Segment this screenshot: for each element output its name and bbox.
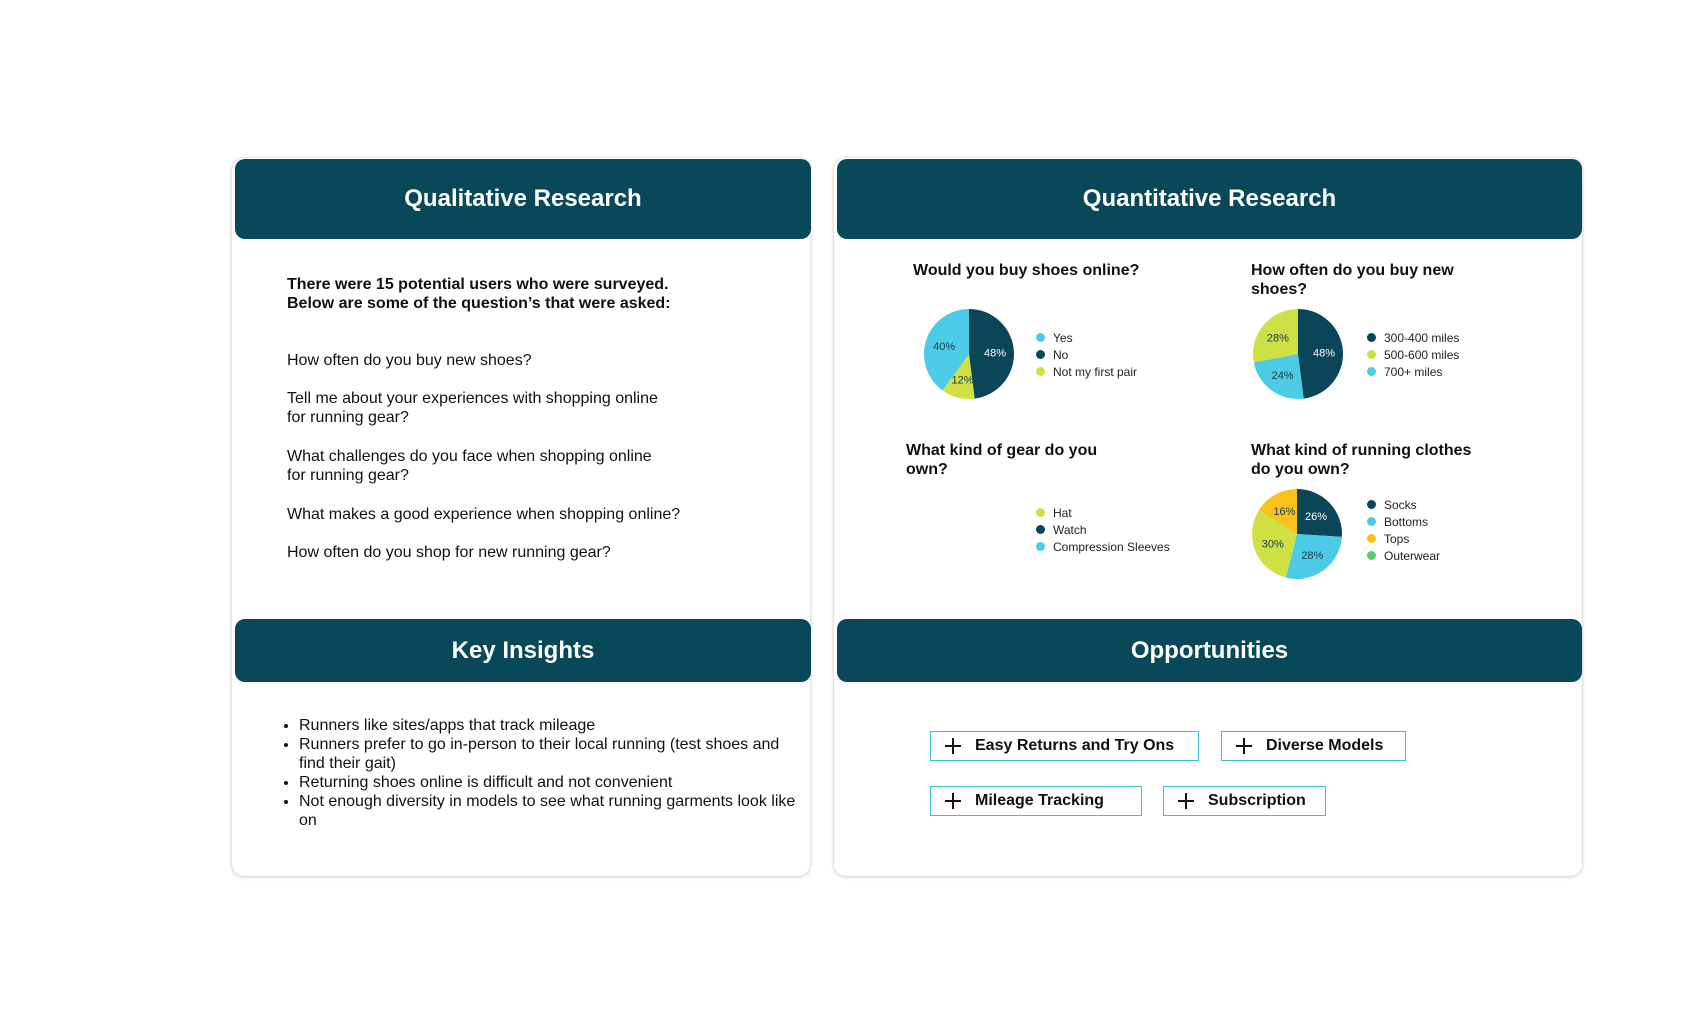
legend-label: 300-400 miles bbox=[1384, 330, 1460, 345]
question-text: What challenges do you face when shopping online bbox=[287, 448, 652, 465]
chart-title-line: What kind of running clothes bbox=[1251, 442, 1472, 459]
legend-item bbox=[1036, 363, 1137, 380]
question-text: How often do you shop for new running gear? bbox=[287, 544, 611, 561]
button-label: Subscription bbox=[1208, 792, 1306, 809]
key-insights-header: Key Insights bbox=[235, 619, 811, 682]
insight-item: • Returning shoes online is difficult and not convenient bbox=[299, 773, 799, 792]
legend-swatch bbox=[1367, 534, 1376, 543]
question-item bbox=[287, 543, 747, 562]
legend-label: 700+ miles bbox=[1384, 364, 1443, 379]
legend-swatch bbox=[1367, 350, 1376, 359]
legend-swatch bbox=[1367, 500, 1376, 509]
legend-swatch bbox=[1036, 333, 1045, 342]
pie-value-label: 30% bbox=[1261, 538, 1284, 551]
plus-icon bbox=[1178, 793, 1194, 809]
easy-returns-button[interactable] bbox=[930, 731, 1199, 761]
pie-value-label: 24% bbox=[1271, 370, 1294, 383]
chart-title-buy-frequency bbox=[1251, 261, 1454, 299]
legend-label: Tops bbox=[1384, 531, 1410, 546]
legend-swatch bbox=[1036, 525, 1045, 534]
survey-intro-line1: There were 15 potential users who were surveyed. bbox=[287, 276, 669, 293]
insight-item: • Runners prefer to go in-person to their local running (test shoes and find their gait) bbox=[299, 735, 799, 773]
legend-label: Compression Sleeves bbox=[1053, 539, 1170, 554]
legend-item bbox=[1367, 363, 1459, 380]
pie-value-label: 12% bbox=[951, 374, 974, 387]
question-text: How often do you buy new shoes? bbox=[287, 352, 532, 369]
question-text: for running gear? bbox=[287, 409, 409, 426]
legend-swatch bbox=[1367, 367, 1376, 376]
legend-label: Watch bbox=[1053, 522, 1087, 537]
button-label: Easy Returns and Try Ons bbox=[975, 737, 1175, 754]
insights-list bbox=[277, 716, 799, 830]
pie-chart-buy-frequency bbox=[1252, 308, 1344, 400]
survey-intro bbox=[287, 275, 757, 313]
chart-title-buy-online: Would you buy shoes online? bbox=[913, 262, 1140, 279]
legend-label: 500-600 miles bbox=[1384, 347, 1460, 362]
legend-item bbox=[1367, 547, 1440, 564]
chart-title-line: What kind of gear do you bbox=[906, 442, 1098, 459]
insight-item: • Not enough diversity in models to see what running garments look like on bbox=[299, 792, 799, 830]
chart-title-gear bbox=[906, 441, 1097, 479]
legend-item bbox=[1367, 329, 1459, 346]
legend-swatch bbox=[1036, 542, 1045, 551]
legend-label: Hat bbox=[1053, 505, 1072, 520]
mileage-tracking-button[interactable] bbox=[930, 786, 1142, 816]
legend-item bbox=[1036, 538, 1170, 555]
question-item bbox=[287, 351, 747, 370]
question-text: for running gear? bbox=[287, 467, 409, 484]
chart-title-line: shoes? bbox=[1251, 281, 1308, 298]
legend-item bbox=[1367, 496, 1440, 513]
legend-swatch bbox=[1036, 367, 1045, 376]
legend-item bbox=[1367, 346, 1459, 363]
legend-item bbox=[1036, 346, 1137, 363]
qualitative-research-header: Qualitative Research bbox=[235, 159, 811, 239]
legend-label: Outerwear bbox=[1384, 548, 1441, 563]
pie-value-label: 16% bbox=[1273, 506, 1296, 519]
chart-title-clothes bbox=[1251, 441, 1471, 479]
quantitative-research-header: Quantitative Research bbox=[837, 159, 1582, 239]
button-label: Diverse Models bbox=[1266, 737, 1384, 754]
legend-item bbox=[1036, 521, 1170, 538]
legend-swatch bbox=[1367, 333, 1376, 342]
legend-label: Bottoms bbox=[1384, 514, 1429, 529]
pie-value-label: 28% bbox=[1301, 550, 1324, 563]
pie-value-label: 48% bbox=[1313, 347, 1336, 360]
survey-intro-line2: Below are some of the question’s that were asked: bbox=[287, 295, 671, 312]
legend-item bbox=[1367, 530, 1440, 547]
button-label: Mileage Tracking bbox=[975, 792, 1104, 809]
plus-icon bbox=[945, 738, 961, 754]
opportunities-header: Opportunities bbox=[837, 619, 1582, 682]
plus-icon bbox=[945, 793, 961, 809]
legend-swatch bbox=[1367, 517, 1376, 526]
question-text: What makes a good experience when shopping online? bbox=[287, 506, 681, 523]
insight-item: • Runners like sites/apps that track mileage bbox=[299, 716, 799, 735]
legend-swatch bbox=[1036, 350, 1045, 359]
pie-value-label: 40% bbox=[933, 340, 956, 353]
question-item bbox=[287, 389, 747, 427]
legend-gear bbox=[1036, 504, 1170, 555]
legend-item bbox=[1036, 504, 1170, 521]
legend-swatch bbox=[1036, 508, 1045, 517]
subscription-button[interactable] bbox=[1163, 786, 1326, 816]
legend-label: Not my first pair bbox=[1053, 364, 1138, 379]
legend-label: Yes bbox=[1053, 330, 1073, 345]
plus-icon bbox=[1236, 738, 1252, 754]
legend-clothes bbox=[1367, 496, 1440, 564]
question-text: Tell me about your experiences with shopping online bbox=[287, 390, 658, 407]
question-item bbox=[287, 505, 747, 524]
diverse-models-button[interactable] bbox=[1221, 731, 1406, 761]
legend-buy-online bbox=[1036, 329, 1137, 380]
pie-value-label: 28% bbox=[1266, 332, 1289, 345]
chart-title-line: How often do you buy new bbox=[1251, 262, 1454, 279]
legend-swatch bbox=[1367, 551, 1376, 560]
legend-item bbox=[1367, 513, 1440, 530]
legend-label: No bbox=[1053, 347, 1069, 362]
pie-value-label: 48% bbox=[984, 347, 1007, 360]
question-item bbox=[287, 447, 747, 485]
legend-label: Socks bbox=[1384, 497, 1417, 512]
pie-chart-clothes bbox=[1251, 488, 1343, 580]
pie-chart-buy-online bbox=[923, 308, 1015, 400]
pie-value-label: 26% bbox=[1305, 511, 1328, 524]
chart-title-line: do you own? bbox=[1251, 461, 1350, 478]
chart-title-line: own? bbox=[906, 461, 948, 478]
legend-item bbox=[1036, 329, 1137, 346]
legend-buy-frequency bbox=[1367, 329, 1459, 380]
